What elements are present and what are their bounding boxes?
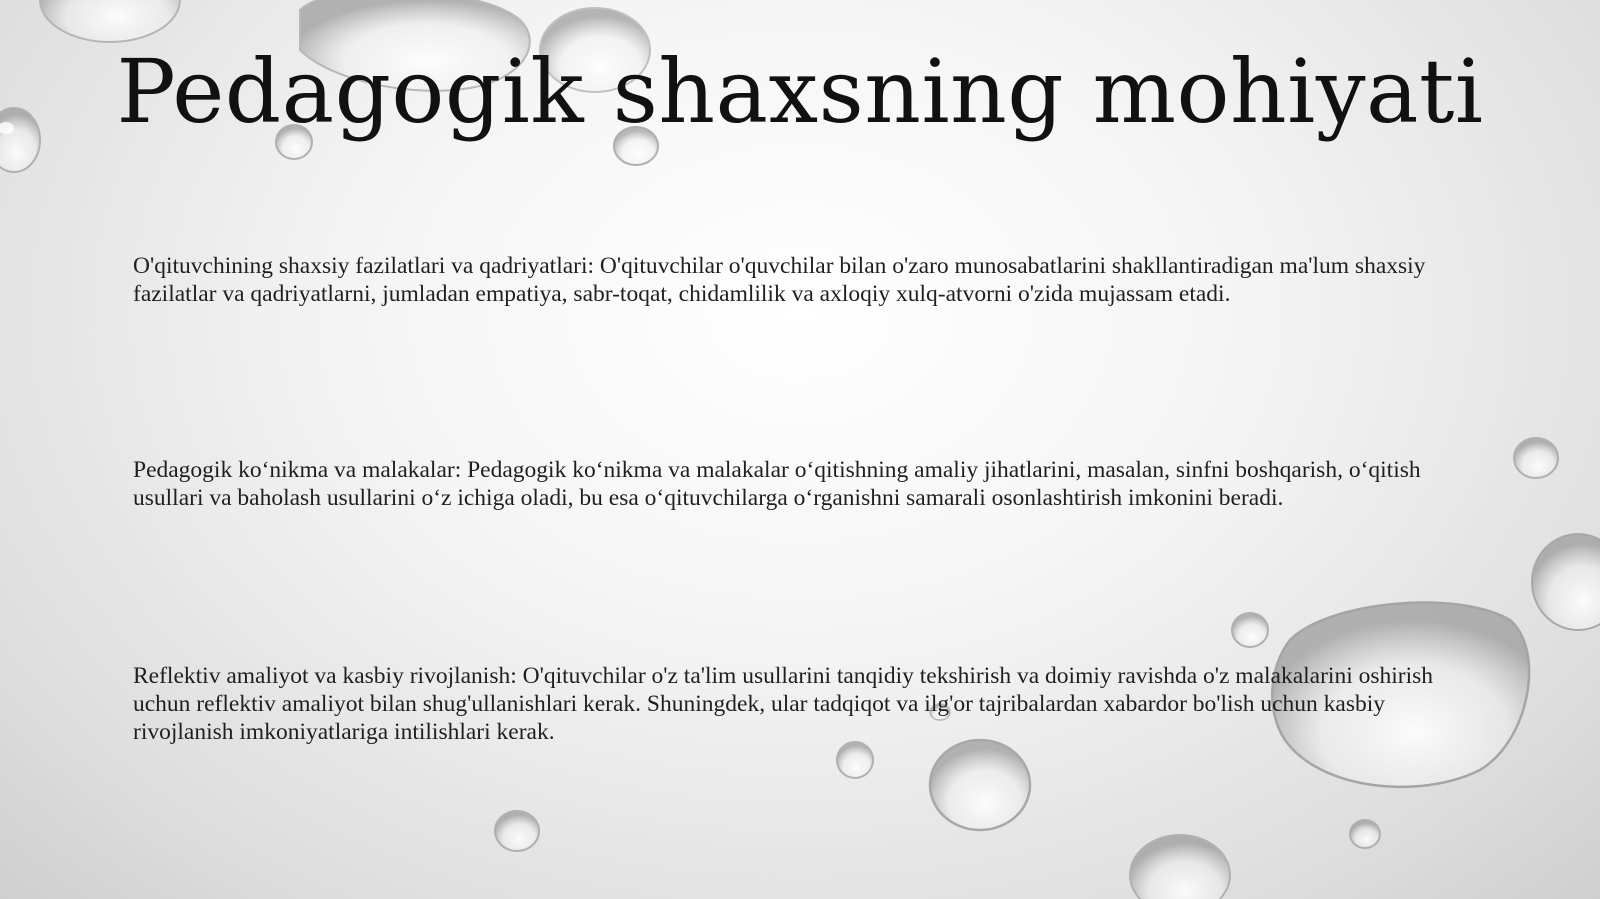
drop (1532, 534, 1600, 630)
drop (930, 740, 1030, 830)
drop (837, 742, 873, 778)
paragraph-reflective-practice: Reflektiv amaliyot va kasbiy rivojlanish: O'qituvchilar o'z ta'lim usullarini tanqidiy tekshirish va doimiy ravishda o'z malakalarini oshirish uchun reflektiv amaliyot bilan shug'ullanishlari kerak. Shuningdek, ular tadqiqot va ilg'or tajribalardan xabardor bo'lish uchun kasbiy rivojlanish imkoniyatlariga intilishlari kerak. (133, 663, 1434, 745)
paragraph-personal-qualities: O'qituvchining shaxsiy fazilatlari va qadriyatlari: O'qituvchilar o'quvchilar bilan o'zaro munosabatlarini shakllantiradigan ma'lum shaxsiy fazilatlar va qadriyatlarni, jumladan empatiya, sabr-toqat, chidamlilik va axloqiy xulq-atvorni o'zida mujassam etadi. (133, 253, 1426, 307)
drop (495, 811, 539, 851)
drop (1514, 438, 1558, 478)
drop (1130, 835, 1230, 899)
drop (1350, 820, 1380, 848)
drop (1232, 613, 1268, 647)
slide-title: Pedagogik shaxsning mohiyati (116, 40, 1484, 143)
paragraph-pedagogical-skills: Pedagogik ko‘nikma va malakalar: Pedagogik ko‘nikma va malakalar o‘qitishning amaliy jihatlarini, masalan, sinfni boshqarish, o‘qitish usullari va baholash usullarini o‘z ichiga oladi, bu esa o‘qituvchilarga o‘rganishni samarali osonlashtirish imkonini beradi. (133, 457, 1421, 511)
drop (40, 0, 180, 42)
